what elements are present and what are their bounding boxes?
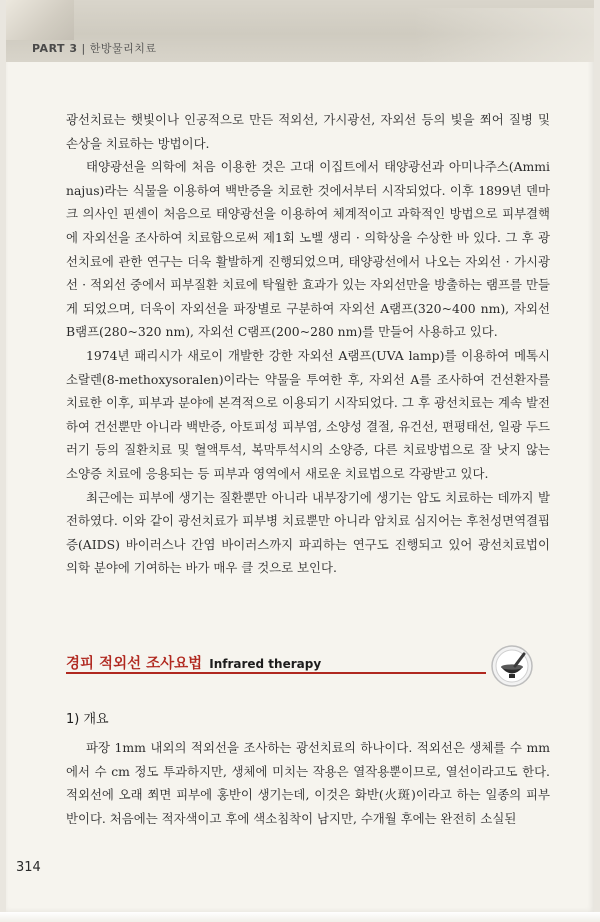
header-band [6,0,594,62]
part-number: PART 3 [32,42,78,55]
section-title [66,652,321,673]
page-bottom-edge [0,912,600,922]
section-title-en: Infrared therapy [209,657,322,671]
paragraph: 광선치료는 햇빛이나 인공적으로 만든 적외선, 가시광선, 자외선 등의 빛을 쬐어 질병 및 손상을 치료하는 방법이다. [66,112,550,151]
header-decoration [6,0,74,40]
chapter-title: 한방물리치료 [89,42,157,55]
header-decoration-right [414,8,594,62]
paragraph: 최근에는 피부에 생기는 질환뿐만 아니라 내부장기에 생기는 암도 치료하는 데까지 발전하였다. 이와 같이 광선치료가 피부병 치료뿐만 아니라 암치료 심지어는 후천성면역결핍증(AIDS) 바이러스나 간염 바이러스까지 파괴하는 연구도 진행되고 있어 광선치료법이 의학 분야에 기여하는 바가 매우 클 것으로 보인다. [66,489,550,576]
mortar-pestle-icon [490,644,534,688]
paragraph: 태양광선을 의학에 처음 이용한 것은 고대 이집트에서 태양광선과 아미나주스(Ammi najus)라는 식물을 이용하여 백반증을 치료한 것에서부터 시작되었다. 이후 1899년 덴마크 의사인 핀센이 처음으로 태양광선을 이용하여 체계적이고 과학적인 방법으로 피부결핵에 자외선을 조사하여 치료함으로써 제1회 노벨 생리 · 의학상을 수상한 바 있다. 그 후 광선치료에 관한 연구는 더욱 활발하게 진행되었으며, 태양광선에서 나오는 자외선 · 가시광선 · 적외선 중에서 피부질환 치료에 탁월한 효과가 있는 자외선만을 방출하는 램프를 만들게 되었으며, 더욱이 자외선을 파장별로 구분하여 자외선 A램프(320~400 nm), 자외선 B램프(280~320 nm), 자외선 C램프(200~280 nm)를 만들어 사용하고 있다. [66,159,550,340]
section-text [66,736,550,830]
section-rule [66,672,486,674]
subsection-heading: 1) 개요 [66,712,109,727]
section-heading [66,648,536,682]
paragraph: 1974년 패리시가 새로이 개발한 강한 자외선 A램프(UVA lamp)를 이용하여 메톡시소랄렌(8-methoxysoralen)이라는 약물을 투여한 후, 자외선 A를 조사하여 건선환자를 치료한 이후, 피부과 분야에 본격적으로 이용되기 시작되었다. 그 후 광선치료는 계속 발전하여 건선뿐만 아니라 백반증, 아토피성 피부염, 소양성 결절, 유건선, 편평태선, 일광 두드러기 등의 질환치료 및 혈액투석, 복막투석시의 소양증, 다른 치료방법으로 잘 낫지 않는 소양증 치료에 응용되는 등 피부과 영역에서 새로운 치료법으로 각광받고 있다. [66,347,550,481]
section-title-ko: 경피 적외선 조사요법 [66,656,203,672]
page-number: 314 [16,860,41,875]
intro-text [66,108,550,580]
header-separator: | [81,42,86,55]
book-page [6,0,594,912]
running-header [32,40,157,56]
paragraph: 파장 1mm 내외의 적외선을 조사하는 광선치료의 하나이다. 적외선은 생체를 수 mm에서 수 cm 정도 투과하지만, 생체에 미치는 작용은 열작용뿐이므로, 열선이라고도 한다. 적외선에 오래 쬐면 피부에 홍반이 생기는데, 이것은 화반(火斑)이라고 하는 일종의 피부반이다. 처음에는 적자색이고 후에 색소침착이 남지만, 수개월 후에는 완전히 소실된 [66,740,550,826]
